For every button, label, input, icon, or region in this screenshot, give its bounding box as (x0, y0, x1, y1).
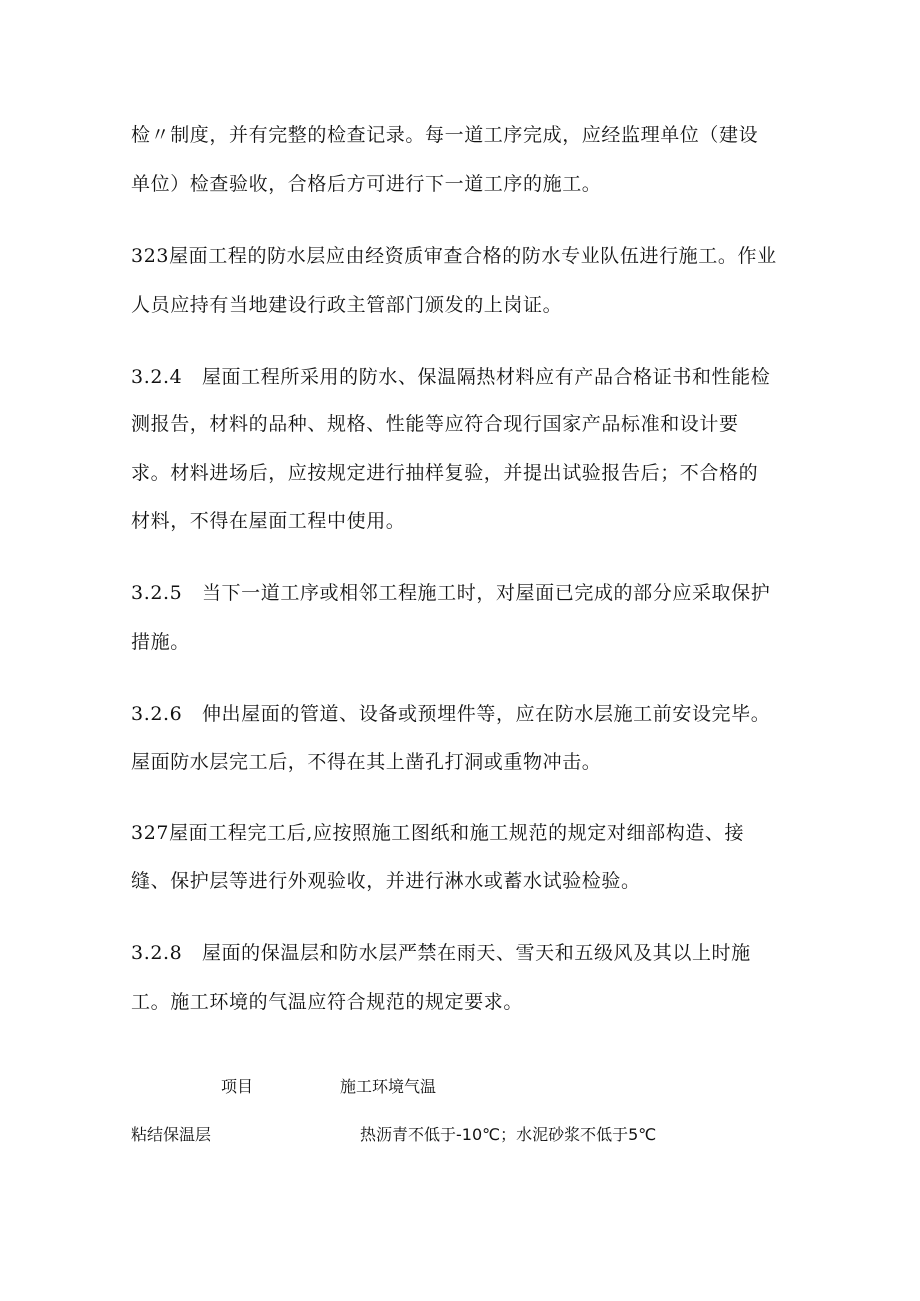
text-line: 3.2.8 屋面的保温层和防水层严禁在雨天、雪天和五级风及其以上时施 (131, 942, 751, 964)
text-line: 3.2.5 当下一道工序或相邻工程施工时，对屋面已完成的部分应采取保护 (131, 582, 771, 604)
text-line: 措施。 (131, 631, 190, 653)
text-line: 3.2.6 伸出屋面的管道、设备或预埋件等，应在防水层施工前安设完毕。 (131, 703, 771, 725)
text-line: 求。材料进场后，应按规定进行抽样复验，并提出试验报告后；不合格的 (131, 462, 759, 484)
text-line: 327屋面工程完工后,应按照施工图纸和施工规范的规定对细部构造、接 (131, 822, 745, 844)
text-line: 缝、保护层等进行外观验收，并进行淋水或蓄水试验检验。 (131, 870, 641, 892)
text-line: 单位）检查验收，合格后方可进行下一道工序的施工。 (131, 173, 602, 195)
text-line: 人员应持有当地建设行政主管部门颁发的上岗证。 (131, 294, 563, 316)
text-line: 3.2.4 屋面工程所采用的防水、保温隔热材料应有产品合格证书和性能检 (131, 366, 771, 388)
table-header-item: 项目 (221, 1077, 254, 1096)
text-line: 检〃制度，并有完整的检查记录。每一道工序完成，应经监理单位（建设 (131, 124, 759, 146)
table-header-temperature: 施工环境气温 (340, 1077, 437, 1096)
text-line: 工。施工环境的气温应符合规范的规定要求。 (131, 991, 524, 1013)
text-line: 材料，不得在屋面工程中使用。 (131, 510, 406, 532)
text-line: 323屋面工程的防水层应由经资质审查合格的防水专业队伍进行施工。作业 (131, 245, 777, 267)
text-line: 测报告，材料的品种、规格、性能等应符合现行国家产品标准和设计要 (131, 413, 739, 435)
text-line: 屋面防水层完工后，不得在其上凿孔打洞或重物冲击。 (131, 751, 602, 773)
table-cell-item: 粘结保温层 (131, 1125, 212, 1144)
table-cell-temperature: 热沥青不低于-10℃；水泥砂浆不低于5℃ (360, 1125, 657, 1144)
